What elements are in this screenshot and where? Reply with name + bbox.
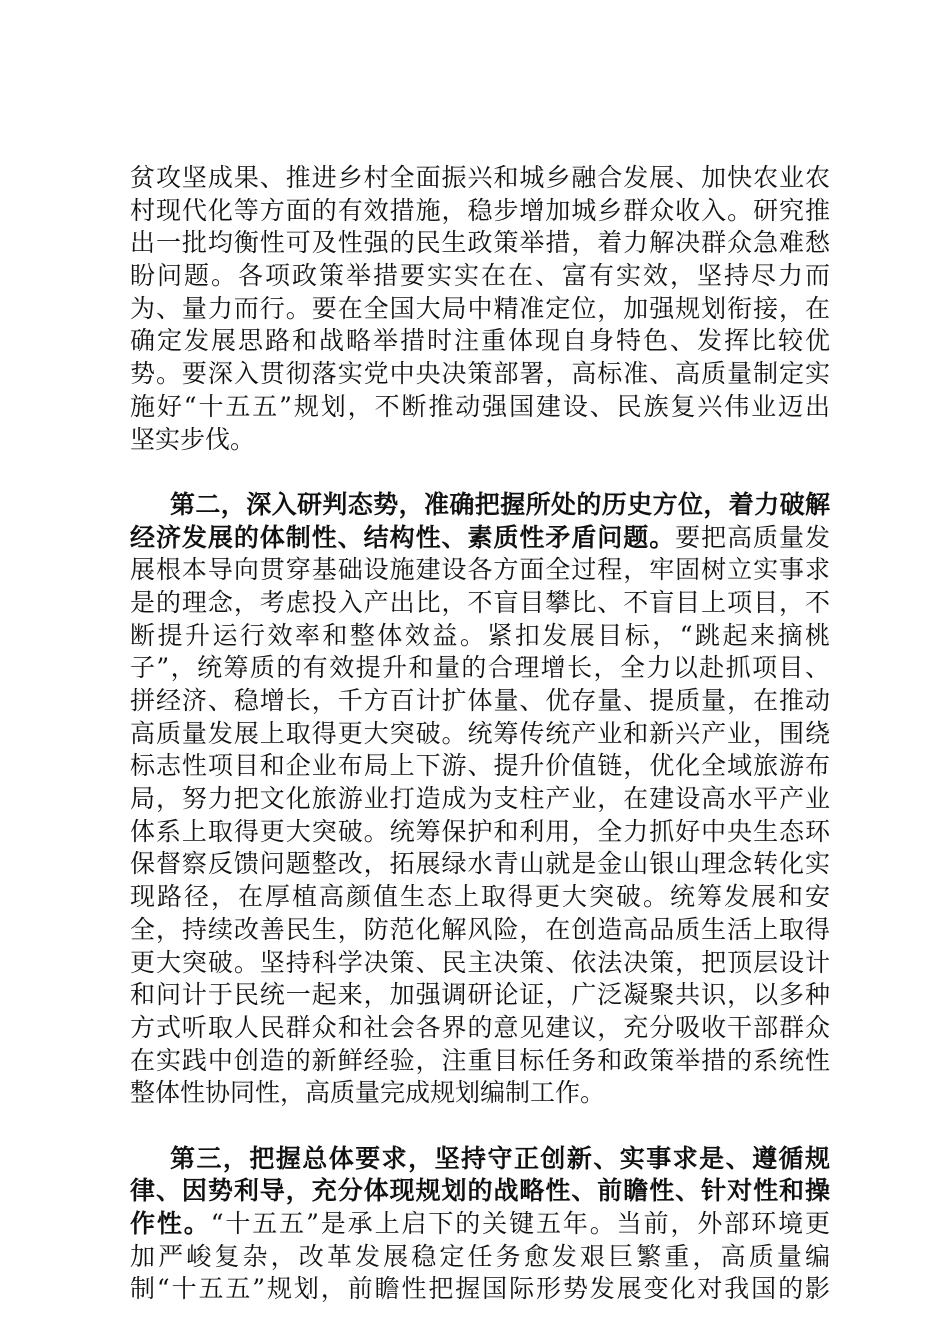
text-run: 贫攻坚成果、推进乡村全面振兴和城乡融合发展、加快农业农 <box>130 163 830 192</box>
text-line <box>130 293 830 326</box>
text-run: 势。要深入贯彻落实党中央决策部署，高标准、高质量制定实 <box>130 359 830 389</box>
text-run: 和问计于民统一起来，加强调研论证，广泛凝聚共识，以多种 <box>130 980 830 1010</box>
text-run: 全，持续改善民生，防范化解风险，在创造高品质生活上取得 <box>130 914 830 944</box>
text-run: 加严峻复杂，改革发展稳定任务愈发艰巨繁重，高质量编 <box>130 1241 830 1271</box>
text-line <box>130 881 830 914</box>
text-run: 现路径，在厚植高颜值生态上取得更大突破。统筹发展和安 <box>130 882 830 912</box>
text-run: 方式听取人民群众和社会各界的意见建议，充分吸收干部群众 <box>130 1012 830 1042</box>
text-line <box>130 685 830 718</box>
text-run: 断提升运行效率和整体效益。紧扣发展目标，“跳起来摘桃 <box>130 620 830 650</box>
text-run: 高质量发展上取得更大突破。统筹传统产业和新兴产业，围绕 <box>130 718 830 748</box>
text-run: “十五五”是承上启下的关键五年。当前，外部环境更 <box>210 1209 830 1238</box>
text-line <box>130 1175 830 1208</box>
text-line <box>130 489 830 522</box>
document-body <box>130 162 830 1306</box>
text-run: 施好“十五五”规划，不断推动强国建设、民族复兴伟业迈出 <box>130 391 830 421</box>
text-run: 保督察反馈问题整改，拓展绿水青山就是金山银山理念转化实 <box>130 849 830 879</box>
text-line <box>130 816 830 849</box>
text-line <box>130 979 830 1012</box>
text-run: 要把高质量发 <box>675 522 830 552</box>
bold-heading-run: 作性。 <box>130 1209 211 1238</box>
text-line <box>130 914 830 947</box>
text-line <box>130 162 830 195</box>
text-run: 局，努力把文化旅游业打造成为支柱产业，在建设高水平产业 <box>130 784 830 814</box>
text-line <box>130 1273 830 1306</box>
text-run: 出一批均衡性可及性强的民生政策举措，着力解决群众急难愁 <box>130 228 830 258</box>
text-line <box>130 325 830 358</box>
text-line <box>130 620 830 653</box>
text-line <box>130 1241 830 1274</box>
text-line <box>130 750 830 783</box>
text-run: 整体性协同性，高质量完成规划编制工作。 <box>130 1078 606 1108</box>
text-line <box>130 718 830 751</box>
bold-heading-run: 经济发展的体制性、结构性、素质性矛盾问题。 <box>130 522 676 552</box>
text-line <box>130 554 830 587</box>
paragraph-gap <box>130 456 830 489</box>
text-run: 展根本导向贯穿基础设施建设各方面全过程，牢固树立实事求 <box>130 555 830 585</box>
text-run: 村现代化等方面的有效措施，稳步增加城乡群众收入。研究推 <box>130 195 830 225</box>
text-run: 确定发展思路和战略举措时注重体现自身特色、发挥比较优 <box>130 326 830 356</box>
text-line <box>130 195 830 228</box>
text-line <box>130 587 830 620</box>
text-run: 坚实步伐。 <box>130 424 256 454</box>
text-line <box>130 424 830 457</box>
text-line <box>130 947 830 980</box>
bold-heading-run: 律、因势利导，充分体现规划的战略性、前瞻性、针对性和操 <box>130 1176 830 1206</box>
text-line <box>130 848 830 881</box>
paragraph-2 <box>130 489 830 1110</box>
paragraph-1 <box>130 162 830 456</box>
text-run: 制“十五五”规划，前瞻性把握国际形势发展变化对我国的影 <box>130 1274 830 1304</box>
text-run: 更大突破。坚持科学决策、民主决策、依法决策，把顶层设计 <box>130 947 830 977</box>
text-line <box>130 260 830 293</box>
text-run: 为、量力而行。要在全国大局中精准定位，加强规划衔接，在 <box>130 293 830 323</box>
text-run: 盼问题。各项政策举措要实实在在、富有实效，坚持尽力而 <box>130 261 830 291</box>
paragraph-gap <box>130 1110 830 1143</box>
text-line <box>130 652 830 685</box>
text-line <box>130 1208 830 1241</box>
text-run: 标志性项目和企业布局上下游、提升价值链，优化全域旅游布 <box>130 751 830 781</box>
text-line <box>130 1077 830 1110</box>
text-line <box>130 1045 830 1078</box>
text-line <box>130 522 830 555</box>
text-line <box>130 227 830 260</box>
bold-heading-run: 第三，把握总体要求，坚持守正创新、实事求是、遵循规 <box>170 1143 830 1173</box>
text-run: 子”，统筹质的有效提升和量的合理增长，全力以赴抓项目、 <box>130 653 830 683</box>
text-run: 拼经济、稳增长，千方百计扩体量、优存量、提质量，在推动 <box>130 686 830 715</box>
text-line <box>130 783 830 816</box>
text-run: 是的理念，考虑投入产出比，不盲目攀比、不盲目上项目，不 <box>130 587 830 617</box>
text-line <box>130 1143 830 1176</box>
text-line <box>130 391 830 424</box>
bold-heading-run: 第二，深入研判态势，准确把握所处的历史方位，着力破解 <box>170 489 830 519</box>
text-run: 在实践中创造的新鲜经验，注重目标任务和政策举措的系统性 <box>130 1045 830 1075</box>
text-line <box>130 1012 830 1045</box>
text-line <box>130 358 830 391</box>
paragraph-3 <box>130 1143 830 1306</box>
text-run: 体系上取得更大突破。统筹保护和利用，全力抓好中央生态环 <box>130 816 830 846</box>
